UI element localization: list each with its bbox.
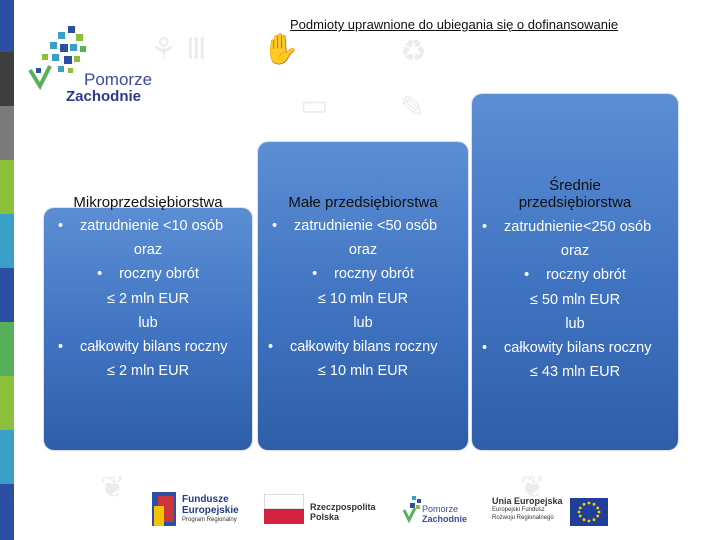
criteria-list-srednie (472, 215, 678, 384)
bullet: • (482, 219, 488, 235)
lightbulb-icon: ⚘ (150, 33, 177, 66)
polish-flag-icon (264, 494, 304, 524)
bullet: • (482, 340, 488, 357)
list-item-text: całkowity bilans roczny (290, 339, 438, 356)
logo-text-pomorze: Pomorze (84, 70, 153, 89)
stripe (0, 52, 14, 106)
list-item (258, 335, 468, 359)
bullet: • (58, 218, 64, 234)
list-item: ≤ 10 mln EUR (317, 290, 409, 307)
pomorze-zachodnie-small-logo (402, 494, 472, 526)
stripe (0, 214, 14, 268)
book-icon: ▭ (300, 89, 329, 122)
list-item: oraz (133, 242, 163, 259)
list-item (258, 214, 468, 238)
bullet: • (272, 218, 278, 234)
eu-flag-icon (570, 498, 608, 526)
list-item (44, 335, 252, 359)
column-header-srednie-line1: Średnie (549, 177, 601, 194)
list-item: oraz (560, 243, 590, 260)
column-header-mikro: Mikroprzedsiębiorstwa (73, 194, 223, 211)
pz-text (422, 504, 467, 524)
list-item (472, 215, 678, 239)
bullet: • (268, 339, 274, 356)
fence-icon: Ⅲ (186, 33, 207, 66)
column-header-srednie (472, 177, 678, 211)
list-item (472, 336, 678, 360)
bullet: • (97, 266, 103, 283)
recycle-icon: ♻ (400, 35, 427, 68)
list-item-text: zatrudnienie<250 osób (504, 219, 652, 235)
pz-text-line2: Zachodnie (422, 514, 468, 524)
fe-star-flag-icon (152, 492, 178, 528)
list-item: lub (565, 315, 585, 332)
hand-icon: ✋ (262, 33, 300, 66)
ue-text-line3: Rozwoju Regionalnego (492, 515, 554, 521)
list-item: lub (353, 314, 373, 331)
fe-text-line1: Fundusze (182, 494, 229, 505)
list-item-text: całkowity bilans roczny (504, 340, 652, 357)
rp-text (310, 502, 376, 522)
list-item: ≤ 43 mln EUR (529, 364, 621, 381)
list-item (44, 262, 252, 286)
leaf-icon: ❦ (520, 471, 546, 504)
list-item-text: roczny obrót (334, 266, 414, 283)
rp-text-line1: Rzeczpospolita (310, 502, 376, 512)
list-item: ≤ 2 mln EUR (106, 290, 190, 307)
unia-europejska-logo (492, 496, 612, 528)
bullet: • (524, 267, 530, 284)
list-item: ≤ 10 mln EUR (317, 363, 409, 380)
list-item: oraz (348, 242, 378, 259)
list-item: ≤ 50 mln EUR (529, 291, 621, 308)
stripe (0, 268, 14, 322)
bullet: • (58, 339, 64, 356)
fundusze-europejskie-logo (152, 490, 244, 530)
column-header-male: Małe przedsiębiorstwa (288, 194, 438, 211)
pz-text-line1: Pomorze (422, 504, 459, 514)
list-item-text: całkowity bilans roczny (80, 339, 228, 356)
bullet: • (312, 266, 318, 283)
column-header-srednie-line2: przedsiębiorstwa (518, 194, 632, 211)
list-item: lub (138, 314, 158, 331)
list-item-text: zatrudnienie <10 osób (80, 218, 224, 234)
stripe (0, 376, 14, 430)
stripe (0, 322, 14, 376)
fe-text-line3: Program Regionalny (182, 517, 237, 523)
page-title: Podmioty uprawnione do ubiegania się o dofinansowanie (290, 17, 619, 32)
list-item: ≤ 2 mln EUR (106, 363, 190, 380)
list-item (472, 263, 678, 287)
list-item (258, 262, 468, 286)
list-item (44, 214, 252, 238)
fe-text (182, 494, 239, 525)
stripe (0, 160, 14, 214)
ue-text (492, 496, 563, 522)
stripe (0, 430, 14, 484)
ue-text-line2: Europejski Fundusz (492, 507, 545, 513)
criteria-list-male (258, 214, 468, 383)
stripe (0, 484, 14, 540)
rp-text-line2: Polska (310, 512, 340, 522)
ue-text-line1: Unia Europejska (492, 496, 563, 506)
criteria-list-mikro (44, 214, 252, 383)
list-item-text: roczny obrót (546, 267, 626, 284)
leaf-icon: ❦ (100, 471, 126, 504)
fe-text-line2: Europejskie (182, 505, 239, 516)
logo-text-zachodnie: Zachodnie (66, 88, 142, 105)
stripe (0, 0, 14, 52)
list-item-text: zatrudnienie <50 osób (294, 218, 438, 234)
chat-icon: ✎ (400, 91, 426, 124)
rzeczpospolita-polska-logo (264, 494, 374, 526)
list-item-text: roczny obrót (119, 266, 199, 283)
stripe (0, 106, 14, 160)
